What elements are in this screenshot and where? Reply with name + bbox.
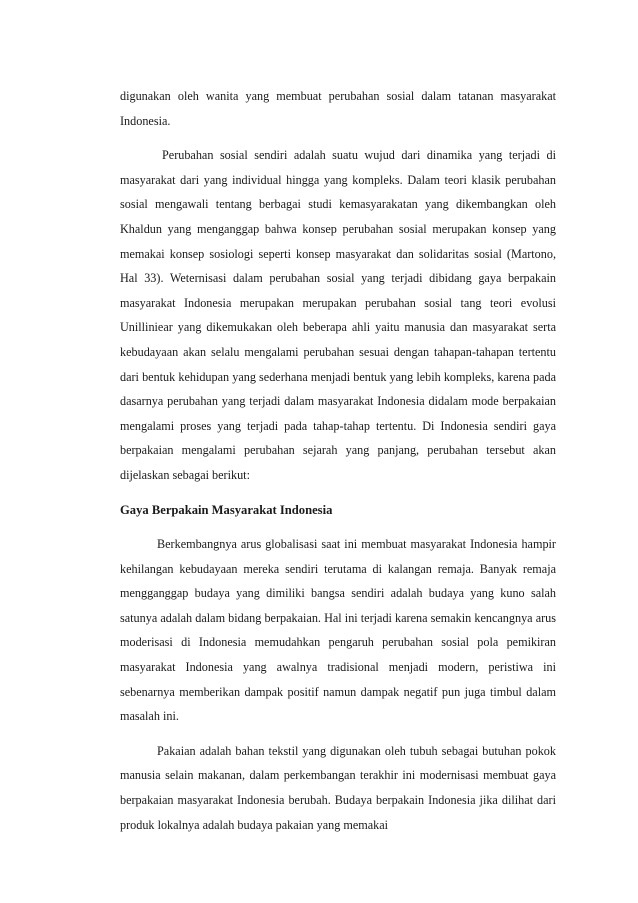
paragraph-gap	[120, 522, 556, 532]
paragraph-gap	[120, 488, 556, 498]
paragraph-clothing: Pakaian adalah bahan tekstil yang digunakan oleh tubuh sebagai butuhan pokok manusia selain makanan, dalam perkembangan terakhir ini modernisasi membuat gaya berpakaian masyarakat Indonesia berubah. Budaya berpakain Indonesia jika dilihat dari produk lokalnya adalah budaya pakaian yang memakai	[120, 743, 556, 832]
paragraph-globalization: Berkembangnya arus globalisasi saat ini membuat masyarakat Indonesia hampir kehilangan kebudayaan mereka sendiri terutama di kalangan remaja. Banyak remaja mengganggap budaya yang dimiliki bangsa sendiri adalah budaya yang kuno salah satunya adalah dalam bidang berpakaian. Hal ini terjadi karena semakin kencangnya arus moderisasi di Indonesia memudahkan pengaruh perubahan sosial pola pemikiran masyarakat Indonesia yang awalnya tradisional menjadi modern, peristiwa ini sebenarnya memberikan dampak positif namun dampak negatif pun juga timbul dalam masalah ini.	[120, 537, 556, 724]
document-page	[120, 84, 556, 837]
section-heading: Gaya Berpakain Masyarakat Indonesia	[120, 502, 333, 517]
paragraph-gap	[120, 133, 556, 143]
paragraph-social-change: Perubahan sosial sendiri adalah suatu wujud dari dinamika yang terjadi di masyarakat dari yang individual hingga yang kompleks. Dalam teori klasik perubahan sosial mengawali tentang berbagai studi kemasyarakatan yang dikembangkan oleh Khaldun yang menganggap bahwa konsep perubahan sosial merupakan konsep yang memakai konsep sosiologi seperti konsep masyarakat dan solidaritas sosial (Martono, Hal 33). Weternisasi dalam perubahan sosial yang terjadi dibidang gaya berpakain masyarakat Indonesia merupakan merupakan perubahan sosial tang teori evolusi Unilliniear yang dikemukakan oleh beberapa ahli yaitu manusia dan masyarakat serta kebudayaan akan selalu mengalami perubahan sesuai dengan tahapan-tahapan tertentu dari bentuk kehidupan yang sederhana menjadi bentuk yang lebih kompleks, karena pada dasarnya perubahan yang terjadi dalam masyarakat Indonesia didalam mode berpakaian mengalami proses yang terjadi pada tahap-tahap tertentu. Di Indonesia sendiri gaya berpakaian mengalami perubahan sejarah yang panjang, perubahan tersebut akan dijelaskan sebagai berikut:	[120, 148, 556, 482]
paragraph-continuation: digunakan oleh wanita yang membuat perubahan sosial dalam tatanan masyarakat Indonesia.	[120, 89, 556, 128]
paragraph-gap	[120, 729, 556, 739]
